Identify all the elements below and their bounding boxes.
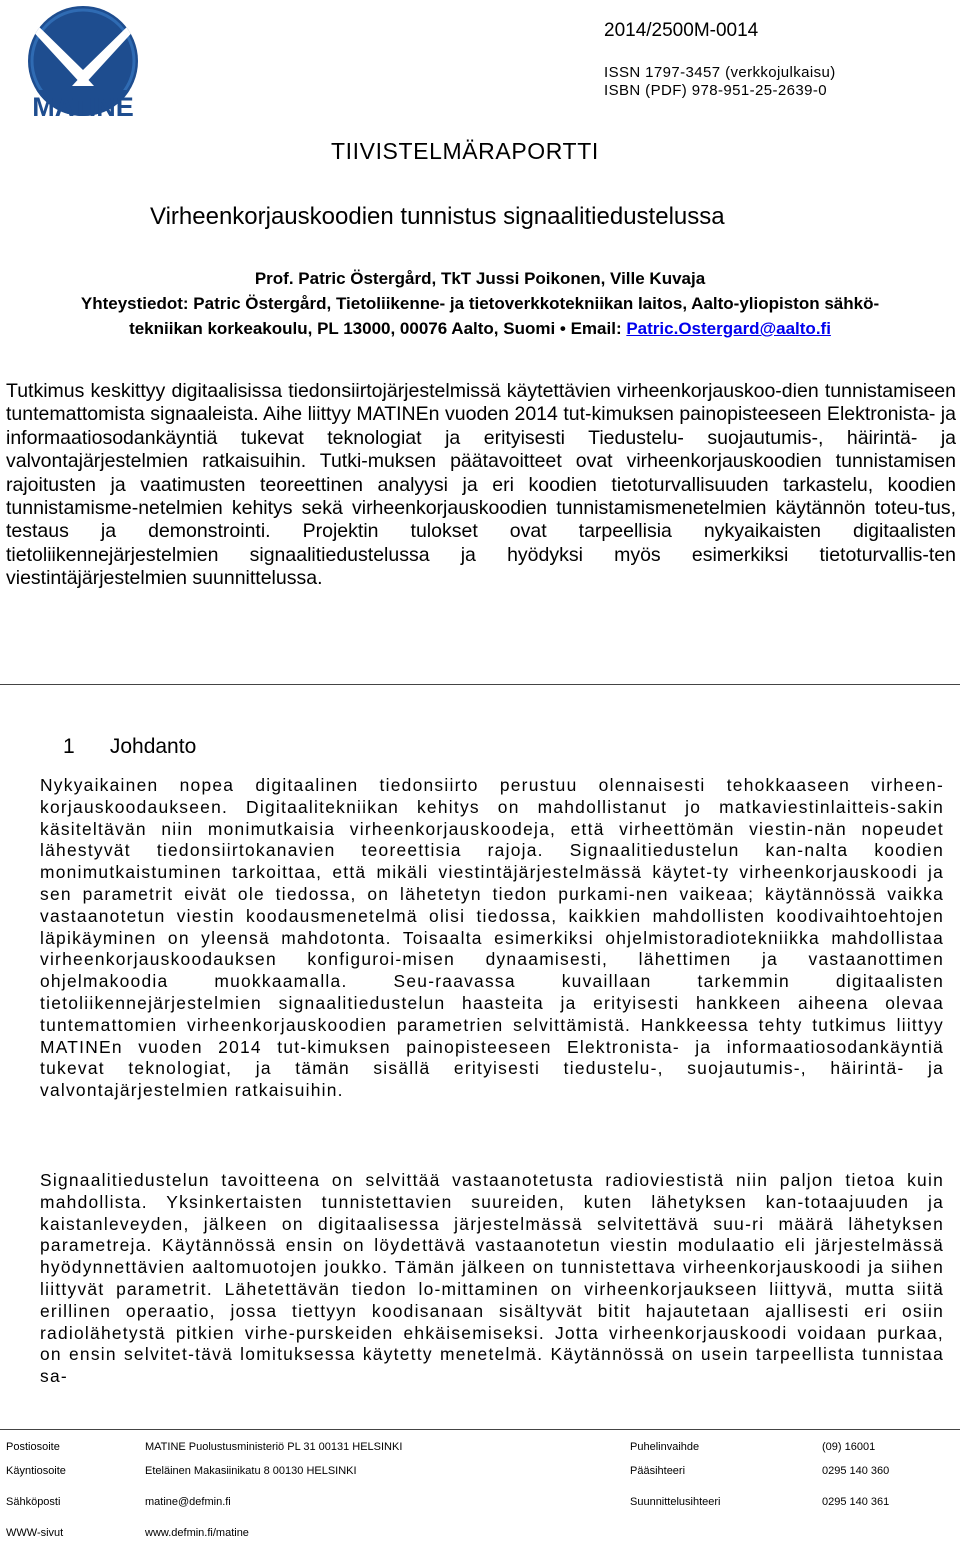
document-title: Virheenkorjauskoodien tunnistus signaalitiedustelussa xyxy=(150,203,725,230)
divider xyxy=(0,684,960,685)
footer-value: MATINE Puolustusministeriö PL 31 00131 HELSINKI xyxy=(145,1441,403,1453)
contact-line-2 xyxy=(0,318,960,339)
abstract: Tutkimus keskittyy digitaalisissa tiedonsiirtojärjestelmissä käytettävien virheenkorjauskoo-dien tunnistamiseen tuntemattomista signaaleista. Aihe liittyy MATINEn vuoden 2014 tut-kimuksen painopisteeseen Elektronista- ja informaatiosodankäyntiä tukevat teknologiat ja erityisesti Tiedustelu- suojautumis-, häirintä- ja valvontajärjestelmien ratkaisuihin. Tutki-muksen päätavoitteet ovat virheenkorjauskoodien tunnistamisen rajoitusten ja vaatimusten teoreettinen analyysi ja eri koodien tietoturvallisuuden tarkastelu, koodien tunnistamisme-netelmien kehitys sekä virheenkorjauskoodien tunnistamismenetelmien käytännön toteu-tus, testaus ja demonstrointi. Projektin tulokset ovat tarpeellisia nykyaikaisten digitaalisten tietoliikennejärjestelmien signaalitiedustelussa ja hyödyksi myös esimerkiksi tietoturvallis-ten viestintäjärjestelmien suunnittelussa. xyxy=(6,380,956,590)
footer-divider xyxy=(0,1429,960,1430)
authors-line: Prof. Patric Östergård, TkT Jussi Poikonen, Ville Kuvaja xyxy=(254,269,706,288)
footer-value: 0295 140 360 xyxy=(822,1465,890,1477)
email-link[interactable]: Patric.Ostergard@aalto.fi xyxy=(626,319,831,338)
contact-address: tekniikan korkeakoulu, PL 13000, 00076 Aalto, Suomi • Email: xyxy=(129,319,622,338)
paragraph: Nykyaikainen nopea digitaalinen tiedonsiirto perustuu olennaisesti tehokkaaseen virheen-korjauskoodaukseen. Digitaalitekniikan kehitys on mahdollistanut jo matkaviestinlaitteis-sakin käsiteltävän niin monimutkaisia virheenkorjauskoodeja, että virheettömän viestin-nän nopeudet lähestyvät tiedonsiirtokanavien teoreettisia rajoja. Signaalitiedustelun kan-nalta koodien monimutkaistuminen tarkoittaa, että mikäli viestintäjärjestelmässä käytet-ty virheenkorjauskoodi ja sen parametrit eivät ole tiedossa, on lähetetyn tiedon purkami-nen vaikeaa; käytännössä vaikka vastaanotetun viestin koodausmenetelmä olisi tiedossa, kaikkien mahdollisten koodivaihtoehtojen läpikäyminen on yleensä mahdotonta. Toisaalta esimerkiksi ohjelmistoradiotekniikka mahdollistaa virheenkorjauskoodauksen konfiguroi-misen dynaamisesti, lähettimen ja vastaanottimen ohjelmakoodia muokkaamalla. Seu-raavassa kuvaillaan tarkemmin digitaalisten tietoliikennejärjestelmien signaalitiedustelun haasteita ja erityisesti hankkeen aiheena olevaa tuntemattomien virheenkorjauskoodien parametrien selvittämistä. Hankkeessa tehty tutkimus liittyy MATINEn vuoden 2014 tut-kimuksen painopisteeseen Elektronista- ja informaatiosodankäyntiä tukevat teknologiat, ja tämän sisällä erityisesti tiedustelu-, suojautumis-, häirintä- ja valvontajärjestelmien ratkaisuihin. xyxy=(40,775,944,1101)
section-title: Johdanto xyxy=(109,735,197,758)
isbn: ISBN (PDF) 978-951-25-2639-0 xyxy=(604,82,827,99)
footer-row xyxy=(0,1441,960,1457)
section-heading xyxy=(63,735,196,759)
contact-line: Yhteystiedot: Patric Östergård, Tietoliikenne- ja tietoverkkotekniikan laitos, Aalto-yliopiston sähkö- xyxy=(80,294,880,313)
matine-logo xyxy=(22,4,144,122)
footer-label: Käyntiosoite xyxy=(6,1465,66,1477)
footer-label: Sähköposti xyxy=(6,1496,61,1508)
logo-wordmark: MATINE xyxy=(32,92,134,122)
report-type: TIIVISTELMÄRAPORTTI xyxy=(331,138,599,164)
issn: ISSN 1797-3457 (verkkojulkaisu) xyxy=(604,64,836,81)
footer-row xyxy=(0,1496,960,1512)
footer-label: WWW-sivut xyxy=(6,1527,64,1539)
footer-label: Suunnittelusihteeri xyxy=(630,1496,721,1508)
footer-value: 0295 140 361 xyxy=(822,1496,890,1508)
footer-value: Eteläinen Makasiinikatu 8 00130 HELSINKI xyxy=(145,1465,357,1477)
footer-label: Puhelinvaihde xyxy=(630,1441,700,1453)
footer-row xyxy=(0,1527,960,1543)
section-number: 1 xyxy=(63,735,75,758)
document-id: 2014/2500M-0014 xyxy=(604,20,759,41)
footer-label: Pääsihteeri xyxy=(630,1465,686,1477)
footer-value: (09) 16001 xyxy=(822,1441,876,1453)
footer-email[interactable]: matine@defmin.fi xyxy=(145,1496,231,1508)
footer-website[interactable]: www.defmin.fi/matine xyxy=(145,1527,249,1539)
footer-row xyxy=(0,1465,960,1481)
footer-label: Postiosoite xyxy=(6,1441,60,1453)
paragraph: Signaalitiedustelun tavoitteena on selvittää vastaanotetusta radioviestistä niin paljon tietoa kuin mahdollista. Yksinkertaisten tunnistettavien suureiden, kuten lähetyksen kan-totaajuuden ja kaistanleveyden, jälkeen on digitaalisessa järjestelmässä selvitettävä suu-ri määrä lähetyksen parametreja. Käytännössä ensin on löydettävä vastaanotetun viestin modulaatio eli järjestelmässä hyödynnettävien aaltomuotojen joukko. Tämän jälkeen on tunnistettava virheenkorjauskoodi ja siihen liittyvät parametrit. Lähetettävän tiedon lo-mittaminen on virheenkorjaukseen liittyvä, mutta siitä erillinen operaatio, jossa tiettyyn koodisanaan sisältyvät bitit hajautetaan ajallisesti eri osiin radiolähetystä pitkien virhe-purskeiden ehkäisemiseksi. Jotta virheenkorjauskoodi voidaan purkaa, on ensin selvitet-tävä lomituksessa käytetty menetelmä. Käytännössä on usein tarpeellista tunnistaa sa- xyxy=(40,1170,944,1387)
